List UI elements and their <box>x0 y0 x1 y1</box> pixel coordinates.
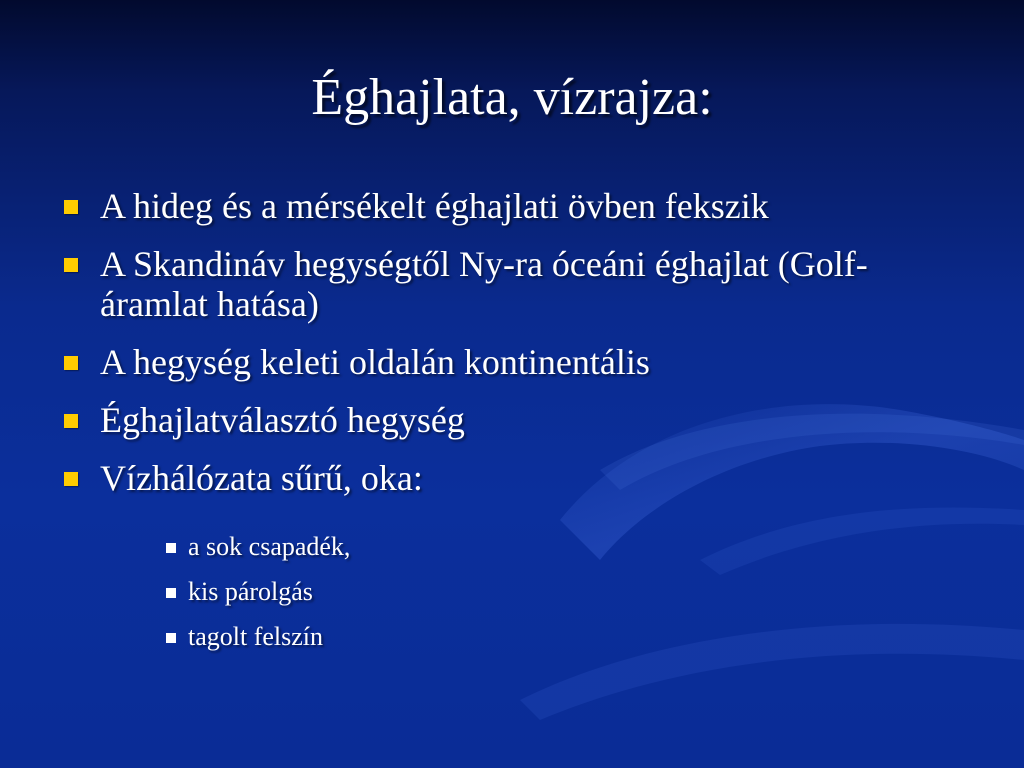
square-bullet-icon <box>64 472 78 486</box>
sub-bullet-text: kis párolgás <box>188 577 313 606</box>
bullet-item <box>62 458 962 498</box>
bullet-item <box>62 400 962 440</box>
sub-bullet-item <box>164 577 350 607</box>
sub-bullet-list <box>164 532 350 667</box>
bullet-text: Éghajlatválasztó hegység <box>100 400 465 440</box>
sub-bullet-item <box>164 622 350 652</box>
square-bullet-icon <box>64 258 78 272</box>
square-bullet-icon <box>64 200 78 214</box>
small-square-bullet-icon <box>166 588 176 598</box>
bullet-text: A hegység keleti oldalán kontinentális <box>100 342 650 382</box>
bullet-text: Vízhálózata sűrű, oka: <box>100 458 423 498</box>
bullet-item <box>62 186 962 226</box>
bullet-text: A Skandináv hegységtől Ny-ra óceáni éghajlat (Golf-áramlat hatása) <box>100 244 868 324</box>
bullet-list <box>62 186 962 516</box>
square-bullet-icon <box>64 414 78 428</box>
sub-bullet-text: tagolt felszín <box>188 622 324 651</box>
bullet-item <box>62 244 962 324</box>
bullet-text: A hideg és a mérsékelt éghajlati övben fekszik <box>100 186 769 226</box>
sub-bullet-item <box>164 532 350 562</box>
slide-title: Éghajlata, vízrajza: <box>311 69 713 126</box>
square-bullet-icon <box>64 356 78 370</box>
small-square-bullet-icon <box>166 633 176 643</box>
sub-bullet-text: a sok csapadék, <box>188 532 351 561</box>
small-square-bullet-icon <box>166 543 176 553</box>
bullet-item <box>62 342 962 382</box>
